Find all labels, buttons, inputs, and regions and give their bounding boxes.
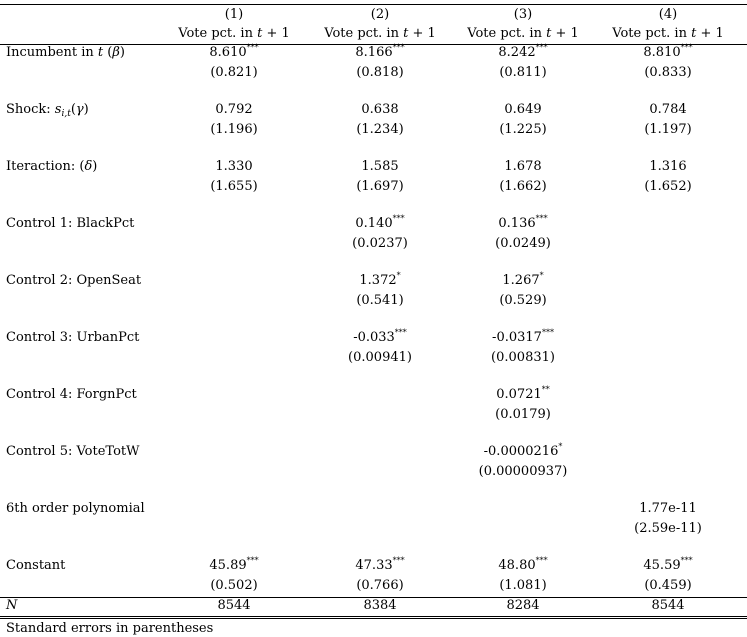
se-cell: (1.225) [499, 122, 547, 137]
row-label: Control 1: BlackPct [6, 216, 135, 231]
coef-cell: 0.638 [361, 102, 399, 117]
se-cell: (0.00831) [491, 350, 555, 365]
n-cell: 8544 [217, 598, 251, 613]
row-label: Iteraction: (δ) [6, 159, 98, 174]
se-cell: (1.196) [210, 122, 258, 137]
column-number: (2) [370, 7, 390, 22]
footnote: Standard errors in parentheses [6, 621, 214, 636]
se-cell: (0.766) [356, 578, 404, 593]
column-depvar: Vote pct. in t + 1 [178, 26, 290, 41]
coef-cell: 0.784 [649, 102, 687, 117]
column-depvar: Vote pct. in t + 1 [467, 26, 579, 41]
coef-cell: 0.140*** [355, 214, 405, 231]
coef-cell: 8.242*** [498, 43, 548, 60]
se-cell: (0.833) [644, 65, 692, 80]
coef-cell: 1.678 [504, 159, 542, 174]
coef-cell: 47.33*** [355, 556, 405, 573]
se-cell: (0.00000937) [478, 464, 568, 479]
bottom-rule [0, 616, 747, 617]
n-label: N [6, 598, 18, 613]
bottom-rule-2 [0, 618, 747, 619]
coef-cell: 1.372* [359, 271, 401, 288]
coef-cell: 1.585 [361, 159, 399, 174]
row-label: 6th order polynomial [6, 501, 145, 516]
column-number: (4) [658, 7, 678, 22]
se-cell: (0.459) [644, 578, 692, 593]
coef-cell: 1.330 [215, 159, 253, 174]
row-label: Incumbent in t (β) [6, 45, 125, 60]
n-cell: 8384 [363, 598, 397, 613]
n-cell: 8544 [651, 598, 685, 613]
column-number: (1) [224, 7, 244, 22]
se-cell: (1.197) [644, 122, 692, 137]
column-depvar: Vote pct. in t + 1 [324, 26, 436, 41]
coef-cell: 0.792 [215, 102, 253, 117]
se-cell: (1.655) [210, 179, 258, 194]
coef-cell: 1.316 [649, 159, 687, 174]
se-cell: (0.821) [210, 65, 258, 80]
se-cell: (0.818) [356, 65, 404, 80]
row-label: Control 3: UrbanPct [6, 330, 140, 345]
row-label: Control 4: ForgnPct [6, 387, 137, 402]
coef-cell: -0.033*** [353, 328, 407, 345]
coef-cell: 1.77e-11 [639, 501, 697, 516]
column-number: (3) [513, 7, 533, 22]
top-rule [0, 4, 747, 5]
coef-cell: 8.166*** [355, 43, 405, 60]
coef-cell: 8.610*** [209, 43, 259, 60]
se-cell: (1.234) [356, 122, 404, 137]
coef-cell: 45.89*** [209, 556, 259, 573]
se-cell: (0.0179) [495, 407, 551, 422]
se-cell: (0.502) [210, 578, 258, 593]
coef-cell: 0.136*** [498, 214, 548, 231]
se-cell: (1.652) [644, 179, 692, 194]
se-cell: (0.541) [356, 293, 404, 308]
coef-cell: 45.59*** [643, 556, 693, 573]
se-cell: (0.811) [499, 65, 547, 80]
column-depvar: Vote pct. in t + 1 [612, 26, 724, 41]
coef-cell: 8.810*** [643, 43, 693, 60]
coef-cell: -0.0000216* [483, 442, 563, 459]
coef-cell: 0.0721** [496, 385, 550, 402]
coef-cell: 1.267* [502, 271, 544, 288]
row-label: Constant [6, 558, 66, 573]
se-cell: (0.529) [499, 293, 547, 308]
coef-cell: 48.80*** [498, 556, 548, 573]
se-cell: (1.081) [499, 578, 547, 593]
n-cell: 8284 [506, 598, 540, 613]
se-cell: (0.0249) [495, 236, 551, 251]
se-cell: (1.662) [499, 179, 547, 194]
se-cell: (0.00941) [348, 350, 412, 365]
se-cell: (0.0237) [352, 236, 408, 251]
coef-cell: 0.649 [504, 102, 542, 117]
se-cell: (2.59e-11) [634, 521, 702, 536]
se-cell: (1.697) [356, 179, 404, 194]
row-label: Shock: $s_{i,t}(\gamma)$ [6, 102, 89, 119]
row-label: Control 5: VoteTotW [6, 444, 140, 459]
coef-cell: -0.0317*** [492, 328, 554, 345]
row-label: Control 2: OpenSeat [6, 273, 142, 288]
